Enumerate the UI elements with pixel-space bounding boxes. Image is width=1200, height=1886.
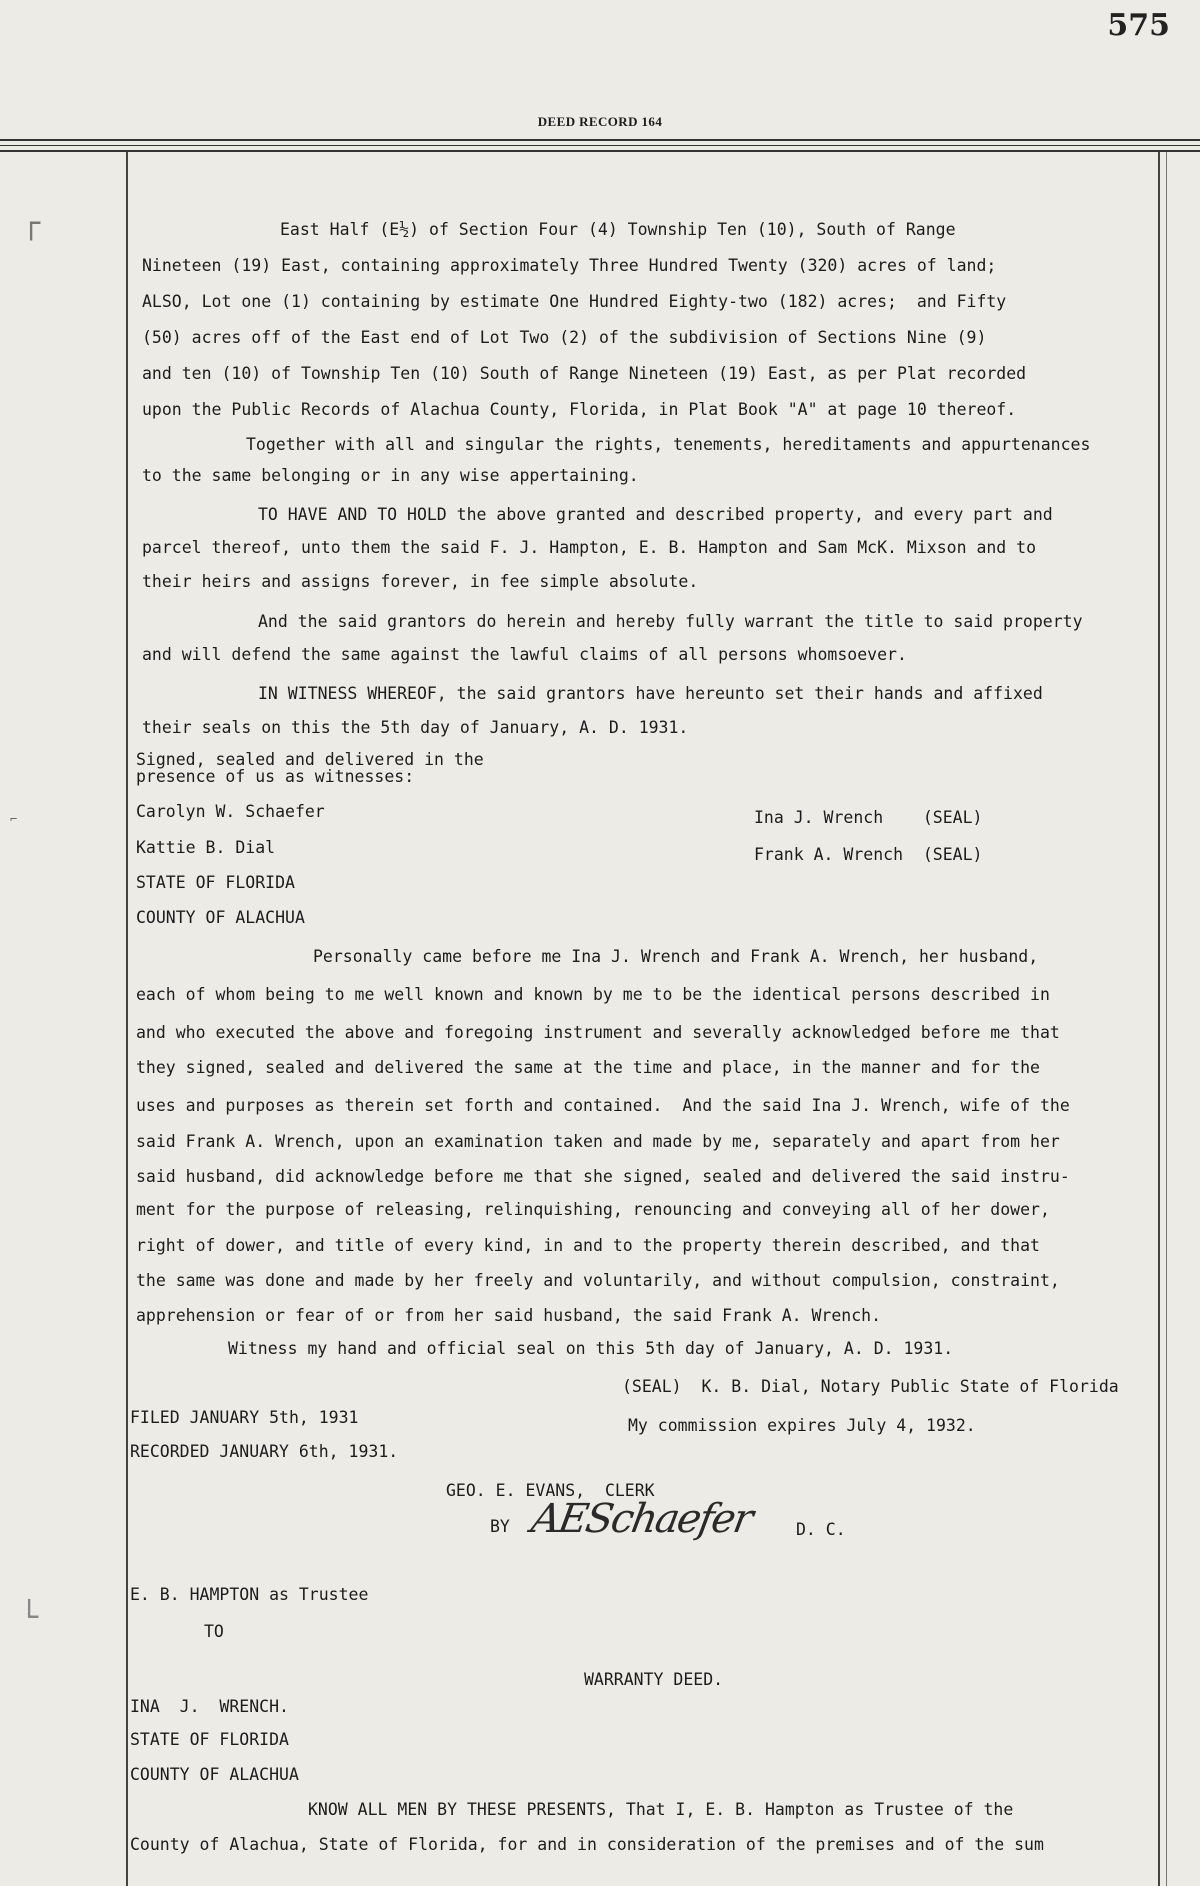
text-line: STATE OF FLORIDA xyxy=(130,1730,289,1749)
text-line: Together with all and singular the rights, tenements, hereditaments and appurtenances xyxy=(246,435,1091,454)
text-line: INA J. WRENCH. xyxy=(130,1697,289,1716)
text-line: TO xyxy=(204,1622,224,1641)
text-line: FILED JANUARY 5th, 1931 xyxy=(130,1408,359,1427)
binding-mark: ⌐ xyxy=(10,812,18,826)
text-line: said husband, did acknowledge before me that she signed, sealed and delivered the said instru- xyxy=(136,1167,1070,1186)
text-line: E. B. HAMPTON as Trustee xyxy=(130,1585,369,1604)
binding-mark: ┌ xyxy=(22,206,41,241)
text-line: Carolyn W. Schaefer xyxy=(136,802,325,821)
text-line: Frank A. Wrench (SEAL) xyxy=(754,845,983,864)
text-line: BY xyxy=(490,1517,510,1536)
text-line: ment for the purpose of releasing, relinquishing, renouncing and conveying all of her dower, xyxy=(136,1200,1050,1219)
text-line: County of Alachua, State of Florida, for and in consideration of the premises and of the sum xyxy=(130,1835,1044,1854)
header-rule xyxy=(0,139,1200,141)
text-line: their seals on this the 5th day of January, A. D. 1931. xyxy=(142,718,689,737)
text-line: and who executed the above and foregoing instrument and severally acknowledged before me that xyxy=(136,1023,1060,1042)
text-line: Ina J. Wrench (SEAL) xyxy=(754,808,983,827)
right-margin-rule xyxy=(1166,152,1167,1886)
text-line: they signed, sealed and delivered the same at the time and place, in the manner and for the xyxy=(136,1058,1040,1077)
text-line: their heirs and assigns forever, in fee simple absolute. xyxy=(142,572,699,591)
text-line: presence of us as witnesses: xyxy=(136,767,415,786)
text-line: parcel thereof, unto them the said F. J. Hampton, E. B. Hampton and Sam McK. Mixson and to xyxy=(142,538,1037,557)
left-margin-rule xyxy=(126,152,128,1886)
text-line: East Half (E½) of Section Four (4) Township Ten (10), South of Range xyxy=(280,220,956,239)
text-line: RECORDED JANUARY 6th, 1931. xyxy=(130,1442,399,1461)
text-line: Witness my hand and official seal on this 5th day of January, A. D. 1931. xyxy=(228,1339,954,1358)
text-line: upon the Public Records of Alachua County, Florida, in Plat Book "A" at page 10 thereof. xyxy=(142,400,1017,419)
text-line: Kattie B. Dial xyxy=(136,838,276,857)
text-line: COUNTY OF ALACHUA xyxy=(130,1765,299,1784)
binding-mark: └ xyxy=(20,1600,39,1635)
page-number: 575 xyxy=(1107,8,1170,43)
text-line: right of dower, and title of every kind, in and to the property therein described, and that xyxy=(136,1236,1040,1255)
text-line: My commission expires July 4, 1932. xyxy=(628,1416,976,1435)
text-line: STATE OF FLORIDA xyxy=(136,873,295,892)
record-title: DEED RECORD 164 xyxy=(537,114,663,129)
text-line: the same was done and made by her freely and voluntarily, and without compulsion, constraint, xyxy=(136,1271,1060,1290)
text-line: D. C. xyxy=(796,1520,846,1539)
text-line: (50) acres off of the East end of Lot Two (2) of the subdivision of Sections Nine (9) xyxy=(142,328,987,347)
text-line: Signed, sealed and delivered in the xyxy=(136,750,484,769)
text-line: uses and purposes as therein set forth and contained. And the said Ina J. Wrench, wife of the xyxy=(136,1096,1070,1115)
text-line: KNOW ALL MEN BY THESE PRESENTS, That I, E. B. Hampton as Trustee of the xyxy=(308,1800,1014,1819)
text-line: GEO. E. EVANS, CLERK xyxy=(446,1481,655,1500)
text-line: to the same belonging or in any wise appertaining. xyxy=(142,466,639,485)
text-line: ALSO, Lot one (1) containing by estimate One Hundred Eighty-two (182) acres; and Fifty xyxy=(142,292,1007,311)
text-line: apprehension or fear of or from her said husband, the said Frank A. Wrench. xyxy=(136,1306,882,1325)
text-line: and ten (10) of Township Ten (10) South of Range Nineteen (19) East, as per Plat recorded xyxy=(142,364,1027,383)
text-line: and will defend the same against the lawful claims of all persons whomsoever. xyxy=(142,645,907,664)
text-line: COUNTY OF ALACHUA xyxy=(136,908,305,927)
header-rule xyxy=(0,150,1200,152)
text-line: TO HAVE AND TO HOLD the above granted and described property, and every part and xyxy=(258,505,1053,524)
right-margin-rule xyxy=(1158,152,1160,1886)
text-line: WARRANTY DEED. xyxy=(584,1670,724,1689)
handwritten-signature: AESchaefer xyxy=(527,1496,755,1542)
text-line: said Frank A. Wrench, upon an examination taken and made by me, separately and apart from her xyxy=(136,1132,1060,1151)
header-rule xyxy=(0,145,1200,146)
text-line: And the said grantors do herein and hereby fully warrant the title to said property xyxy=(258,612,1083,631)
text-line: each of whom being to me well known and known by me to be the identical persons described in xyxy=(136,985,1050,1004)
text-line: Nineteen (19) East, containing approximately Three Hundred Twenty (320) acres of land; xyxy=(142,256,997,275)
text-line: (SEAL) K. B. Dial, Notary Public State of Florida xyxy=(622,1377,1119,1396)
text-line: Personally came before me Ina J. Wrench and Frank A. Wrench, her husband, xyxy=(313,947,1039,966)
text-line: IN WITNESS WHEREOF, the said grantors have hereunto set their hands and affixed xyxy=(258,684,1043,703)
